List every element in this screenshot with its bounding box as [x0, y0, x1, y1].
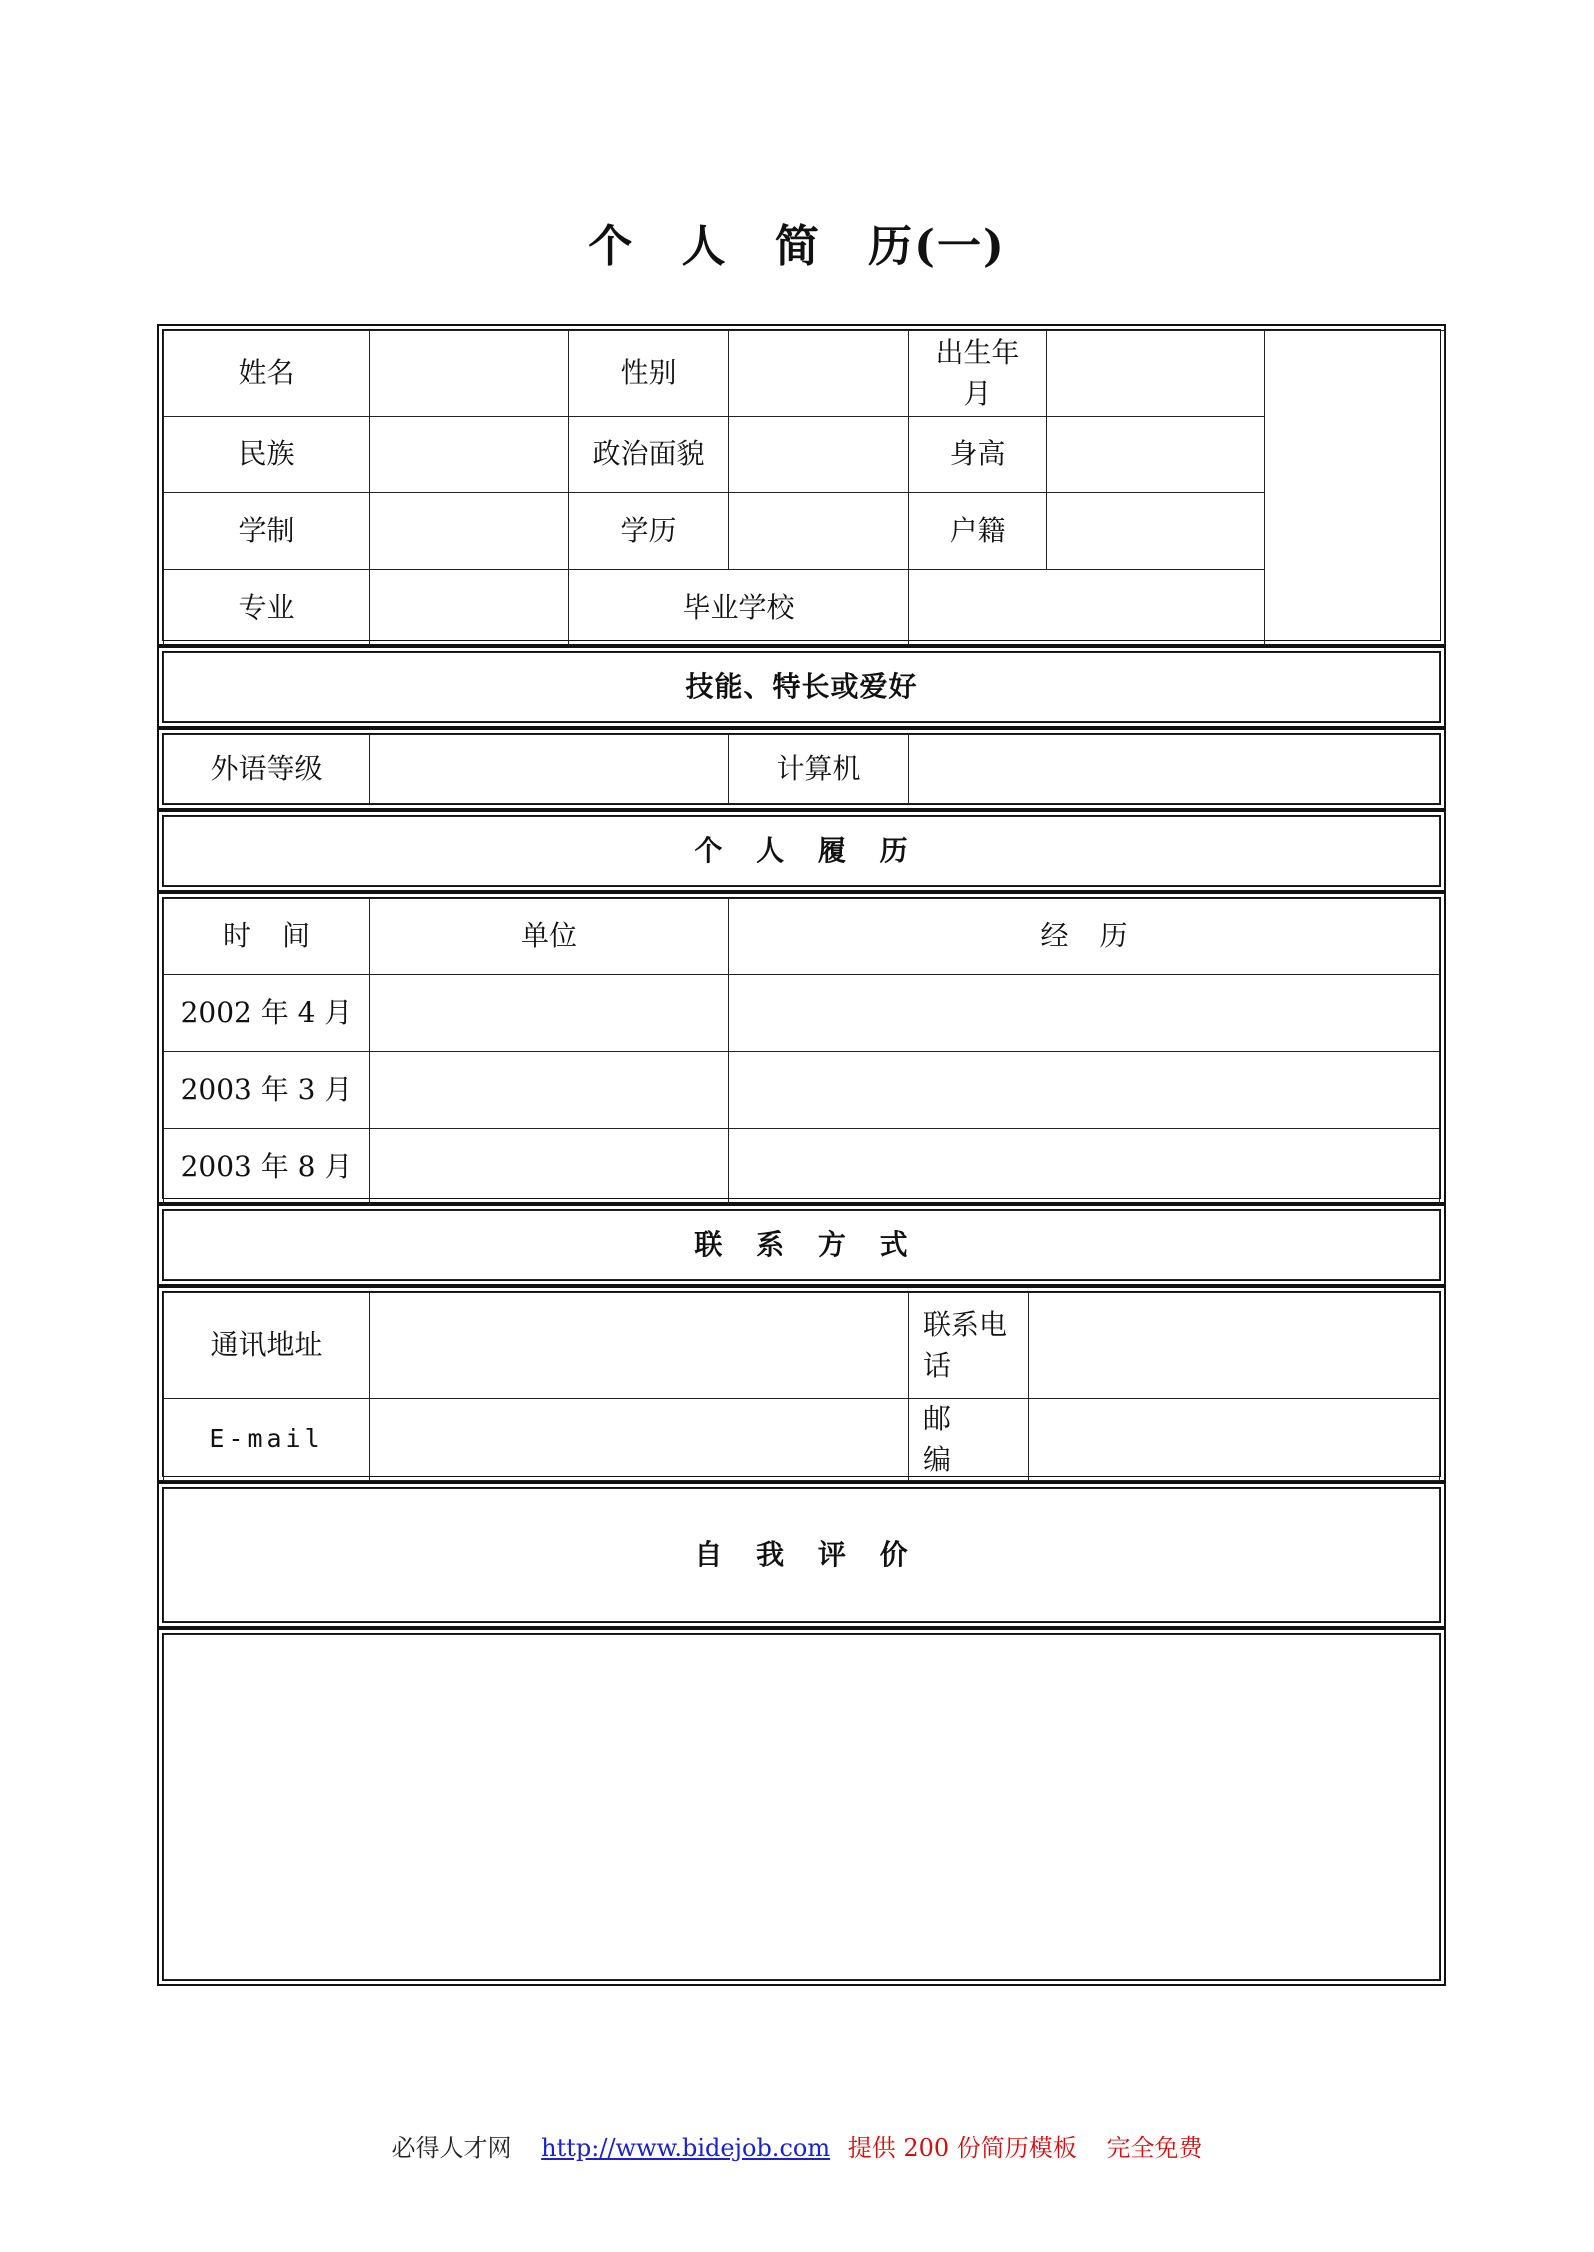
school-field[interactable] [909, 570, 1265, 647]
height-label: 身高 [909, 417, 1047, 493]
self-eval-field[interactable] [164, 1635, 1440, 1980]
history-heading-section [157, 810, 1446, 892]
computer-field[interactable] [909, 735, 1440, 804]
name-label: 姓名 [164, 331, 370, 417]
contact-heading-table [163, 1210, 1440, 1280]
zip-label: 邮编 [909, 1399, 1029, 1481]
self-eval-table [163, 1634, 1440, 1980]
history-heading: 个 人 履 历 [164, 817, 1440, 886]
computer-label: 计算机 [729, 735, 909, 804]
phone-label: 联系电话 [909, 1293, 1029, 1399]
phone-field[interactable] [1029, 1293, 1440, 1399]
footer [0, 2128, 1594, 2163]
self-eval-heading-table [163, 1488, 1440, 1622]
skills-section [157, 728, 1446, 810]
skills-heading: 技能、特长或爱好 [164, 653, 1440, 722]
history-unit-field[interactable] [370, 1129, 729, 1206]
ethnicity-field[interactable] [370, 417, 569, 493]
footer-promo: 提供 200 份简历模板 [847, 2134, 1077, 2162]
table-row [164, 1129, 1440, 1206]
history-time: 2003 年 3 月 [164, 1052, 370, 1129]
ethnicity-label: 民族 [164, 417, 370, 493]
major-label: 专业 [164, 570, 370, 647]
footer-link[interactable]: http://www.bidejob.com [541, 2134, 831, 2162]
contact-heading: 联 系 方 式 [164, 1211, 1440, 1280]
skills-heading-section [157, 646, 1446, 728]
hukou-label: 户籍 [909, 493, 1047, 570]
skills-table [163, 734, 1440, 804]
name-field[interactable] [370, 331, 569, 417]
table-row [164, 1052, 1440, 1129]
school-label: 毕业学校 [569, 570, 909, 647]
email-label: E-mail [164, 1399, 370, 1481]
contact-table [163, 1292, 1440, 1481]
address-label: 通讯地址 [164, 1293, 370, 1399]
col-time-header: 时 间 [164, 899, 370, 975]
self-eval-section [157, 1628, 1446, 1986]
history-experience-field[interactable] [729, 1129, 1440, 1206]
footer-free: 完全免费 [1106, 2134, 1203, 2162]
history-time: 2002 年 4 月 [164, 975, 370, 1052]
history-experience-field[interactable] [729, 1052, 1440, 1129]
history-experience-field[interactable] [729, 975, 1440, 1052]
history-unit-field[interactable] [370, 975, 729, 1052]
birth-field[interactable] [1047, 331, 1265, 417]
schooling-field[interactable] [370, 493, 569, 570]
table-row [164, 975, 1440, 1052]
col-experience-header: 经 历 [729, 899, 1440, 975]
history-table [163, 898, 1440, 1206]
language-level-label: 外语等级 [164, 735, 370, 804]
birth-label: 出生年月 [909, 331, 1047, 417]
history-unit-field[interactable] [370, 1052, 729, 1129]
major-field[interactable] [370, 570, 569, 647]
photo-box[interactable] [1265, 331, 1445, 647]
self-eval-heading: 自 我 评 价 [164, 1489, 1440, 1622]
contact-section [157, 1286, 1446, 1482]
address-field[interactable] [370, 1293, 909, 1399]
zip-field[interactable] [1029, 1399, 1440, 1481]
education-label: 学历 [569, 493, 729, 570]
basic-info-section [157, 324, 1446, 646]
history-time: 2003 年 8 月 [164, 1129, 370, 1206]
email-field[interactable] [370, 1399, 909, 1481]
page-title: 个 人 简 历(一) [588, 221, 1006, 272]
col-unit-header: 单位 [370, 899, 729, 975]
height-field[interactable] [1047, 417, 1265, 493]
basic-info-table [163, 330, 1445, 647]
politics-label: 政治面貌 [569, 417, 729, 493]
hukou-field[interactable] [1047, 493, 1265, 570]
politics-field[interactable] [729, 417, 909, 493]
footer-site-name: 必得人才网 [391, 2134, 512, 2162]
education-field[interactable] [729, 493, 909, 570]
schooling-label: 学制 [164, 493, 370, 570]
history-section [157, 892, 1446, 1204]
skills-heading-table [163, 652, 1440, 722]
language-level-field[interactable] [370, 735, 729, 804]
contact-heading-section [157, 1204, 1446, 1286]
gender-field[interactable] [729, 331, 909, 417]
history-heading-table [163, 816, 1440, 886]
gender-label: 性别 [569, 331, 729, 417]
self-eval-heading-section [157, 1482, 1446, 1628]
